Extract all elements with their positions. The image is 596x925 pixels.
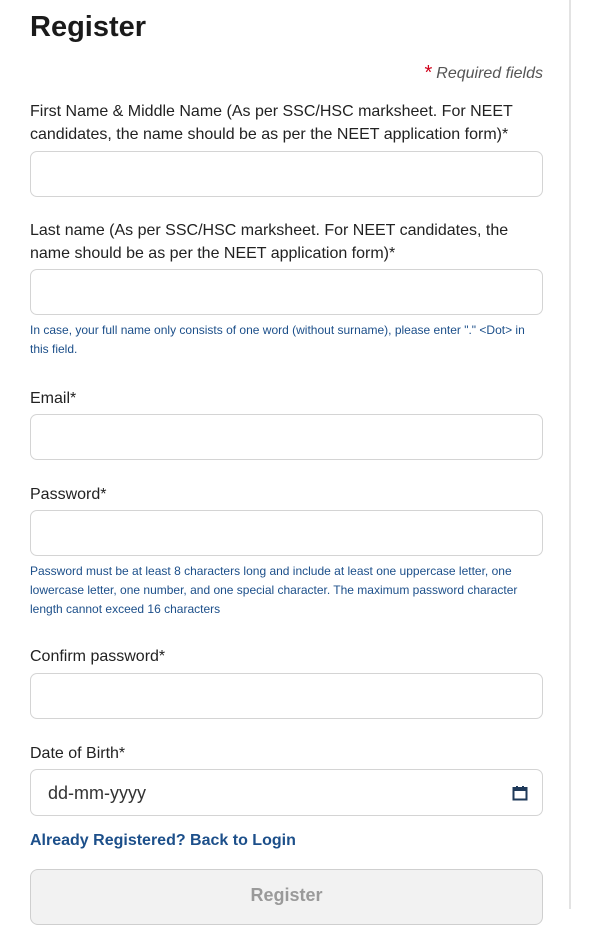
password-input[interactable] [30, 510, 543, 556]
required-star: * [424, 62, 433, 84]
confirm-password-label: Confirm password* [30, 648, 166, 665]
calendar-icon[interactable] [512, 785, 528, 801]
password-label: Password* [30, 486, 107, 503]
first-name-input[interactable] [30, 151, 543, 197]
last-name-label: Last name (As per SSC/HSC marksheet. For NEET candidates, the name should be as per the NEET application form)* [30, 222, 509, 262]
register-button[interactable]: Register [30, 869, 543, 925]
last-name-hint: In case, your full name only consists of one word (without surname), please enter "." <Dot> in this field. [30, 323, 525, 356]
required-fields-text: Required fields [436, 65, 543, 82]
confirm-password-input[interactable] [30, 673, 543, 719]
date-of-birth-value: dd-mm-yyyy [48, 783, 146, 803]
page-title: Register [30, 11, 147, 43]
first-name-label: First Name & Middle Name (As per SSC/HSC marksheet. For NEET candidates, the name should be as per the NEET application form)* [30, 103, 513, 143]
required-fields-note [424, 62, 543, 85]
email-label: Email* [30, 390, 77, 407]
password-hint: Password must be at least 8 characters long and include at least one uppercase letter, one lowercase letter, one number, and one special character. The maximum password character length cannot exceed 16 characters [30, 564, 518, 616]
date-of-birth-input[interactable] [30, 769, 543, 816]
back-to-login-link[interactable]: Already Registered? Back to Login [30, 832, 296, 849]
date-of-birth-label: Date of Birth* [30, 745, 126, 762]
last-name-input[interactable] [30, 269, 543, 315]
email-input[interactable] [30, 414, 543, 460]
